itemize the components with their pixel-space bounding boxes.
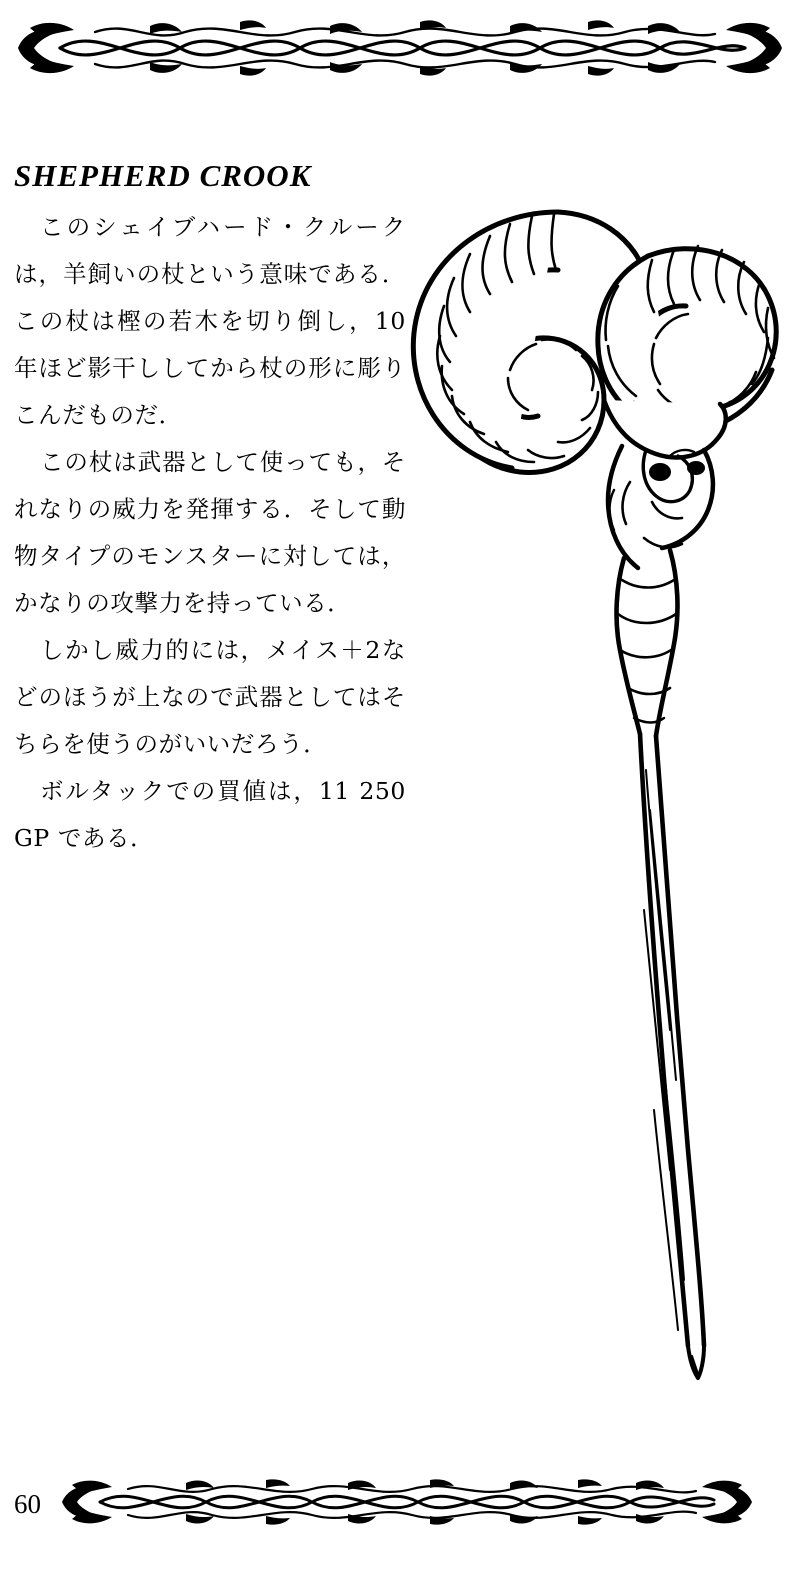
paragraph: しかし威力的には，メイス＋2などのほうが上なので武器としてはそちらを使うのがいいだろう．: [14, 636, 406, 758]
paragraph: ボルタックでの買値は，11 250 GP である．: [14, 777, 406, 852]
celtic-knot-border-top-icon: [0, 18, 800, 78]
article-body: [14, 204, 406, 862]
shepherd-crook-staff-illustration: [408, 150, 794, 1400]
page-number: 60: [14, 1489, 41, 1519]
page-title: SHEPHERD CROOK: [14, 158, 312, 193]
paragraph: この杖は武器として使っても，それなりの威力を発揮する．そして動物タイプのモンスターに対しては，かなりの攻撃力を持っている．: [14, 448, 406, 617]
paragraph: このシェイブハード・クルークは，羊飼いの杖という意味である．この杖は樫の若木を切り倒し，10年ほど影干ししてから杖の形に彫りこんだものだ．: [14, 213, 406, 429]
celtic-knot-border-bottom-icon: [0, 1478, 800, 1526]
